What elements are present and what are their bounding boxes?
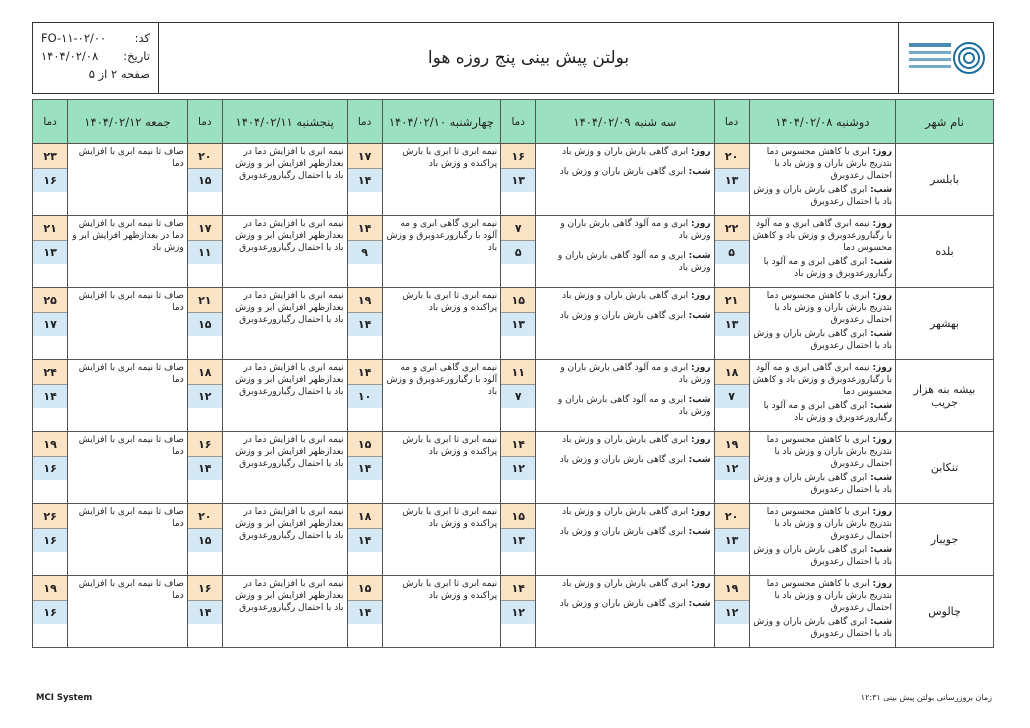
temp-cell (187, 432, 222, 504)
min-temp: ۱۲ (188, 384, 222, 408)
min-temp: ۱۴ (348, 312, 382, 336)
day-text: ابری گاهی بارش باران و وزش باد (562, 435, 689, 445)
day-text: ابری با کاهش محسوس دما بتدریج بارش باران و وزش باد با احتمال رعدوبرق (766, 435, 893, 469)
day-header-2: سه شنبه ۱۴۰۴/۰۲/۰۹ (536, 100, 714, 144)
max-temp: ۷ (501, 216, 535, 240)
min-temp: ۱۳ (33, 240, 67, 264)
temp-cell (187, 576, 222, 648)
day-forecast (753, 434, 892, 470)
min-temp: ۱۴ (348, 600, 382, 624)
day-label: روز: (872, 291, 893, 301)
day-forecast (539, 146, 710, 158)
day-text: ابری با کاهش محسوس دما بتدریج بارش باران و وزش باد با احتمال رعدوبرق (766, 291, 893, 325)
day-forecast (753, 578, 892, 614)
max-temp: ۱۸ (348, 504, 382, 528)
footer-update-time: زمان بروزرسانی بولتن پیش بینی ۱۲:۳۱ (860, 693, 992, 702)
forecast-day-3: نیمه ابری تا ابری با بارش پراکنده و وزش باد (382, 288, 501, 360)
night-forecast (753, 328, 892, 352)
min-temp: ۱۰ (348, 384, 382, 408)
day-header-4: پنجشنبه ۱۴۰۴/۰۲/۱۱ (222, 100, 347, 144)
code-row (41, 29, 150, 47)
night-label: شب: (870, 545, 893, 555)
day-label: روز: (872, 363, 893, 373)
temp-cell (347, 360, 382, 432)
night-text: ابری و مه آلود گاهی بارش باران و وزش باد (557, 251, 711, 273)
temp-cell (187, 288, 222, 360)
day-forecast (539, 362, 710, 386)
night-forecast (753, 544, 892, 568)
max-temp: ۲۰ (715, 144, 749, 168)
min-temp: ۱۵ (188, 312, 222, 336)
min-temp: ۱۳ (501, 312, 535, 336)
forecast-day-2 (536, 360, 714, 432)
min-temp: ۱۴ (348, 456, 382, 480)
forecast-day-5: صاف تا نیمه ابری با افزایش دما (68, 432, 188, 504)
temp-cell (714, 504, 749, 576)
temp-cell (33, 360, 68, 432)
min-temp: ۱۴ (348, 168, 382, 192)
day-text: ابری و مه آلود گاهی بارش باران و وزش باد (560, 219, 711, 241)
max-temp: ۲۰ (715, 504, 749, 528)
city-name: بیشه بنه هزار جریب (896, 360, 994, 432)
forecast-day-5: صاف تا نیمه ابری با افزایش دما (68, 288, 188, 360)
document-info (33, 23, 158, 93)
night-forecast (539, 394, 710, 418)
forecast-day-2 (536, 576, 714, 648)
bulletin-header (32, 22, 994, 94)
forecast-day-5: صاف تا نیمه ابری با افزایش دما در بعدازظهر افزایش ابر و وزش باد (68, 216, 188, 288)
max-temp: ۱۵ (501, 288, 535, 312)
temp-cell (33, 576, 68, 648)
day-text: نیمه ابری گاهی ابری و مه آلود با رگبارورعدوبرق و وزش باد و کاهش محسوس دما (752, 363, 893, 397)
temp-cell (714, 288, 749, 360)
min-temp: ۱۵ (188, 528, 222, 552)
forecast-day-5: صاف تا نیمه ابری با افزایش دما (68, 576, 188, 648)
temp-cell (714, 576, 749, 648)
forecast-day-5: صاف تا نیمه ابری با افزایش دما (68, 144, 188, 216)
night-label: شب: (688, 167, 711, 177)
day-forecast (539, 290, 710, 302)
max-temp: ۱۴ (501, 576, 535, 600)
day-label: روز: (691, 291, 711, 301)
min-temp: ۷ (501, 384, 535, 408)
min-temp: ۱۲ (715, 456, 749, 480)
temp-cell (501, 576, 536, 648)
temp-cell (33, 288, 68, 360)
forecast-day-4: نیمه ابری با افزایش دما در بعدازظهر افزایش ابر و وزش باد با احتمال رگبارورعدوبرق (222, 144, 347, 216)
day-forecast (753, 506, 892, 542)
temp-cell (187, 360, 222, 432)
night-text: ابری گاهی بارش باران و وزش باد با احتمال رعدوبرق (753, 185, 893, 207)
max-temp: ۱۸ (715, 360, 749, 384)
temp-header-5: دما (33, 100, 68, 144)
night-forecast (539, 250, 710, 274)
logo (898, 23, 993, 93)
temp-cell (501, 432, 536, 504)
forecast-day-1 (749, 360, 895, 432)
min-temp: ۱۳ (501, 528, 535, 552)
min-temp: ۵ (501, 240, 535, 264)
forecast-day-1 (749, 144, 895, 216)
day-label: روز: (691, 219, 711, 229)
page-title: بولتن پیش بینی پنج روزه هوا (158, 23, 898, 93)
date-label: تاریخ: (123, 49, 150, 63)
temp-cell (714, 144, 749, 216)
day-text: ابری با کاهش محسوس دما بتدریج بارش باران و وزش باد با احتمال رعدوبرق (766, 579, 893, 613)
max-temp: ۱۶ (501, 144, 535, 168)
temp-cell (347, 576, 382, 648)
max-temp: ۲۵ (33, 288, 67, 312)
min-temp: ۱۴ (348, 528, 382, 552)
night-label: شب: (870, 185, 893, 195)
day-text: ابری گاهی بارش باران و وزش باد (562, 579, 689, 589)
temp-cell (714, 216, 749, 288)
temp-header-1: دما (714, 100, 749, 144)
max-temp: ۱۷ (348, 144, 382, 168)
day-header-3: چهارشنبه ۱۴۰۴/۰۲/۱۰ (382, 100, 501, 144)
max-temp: ۱۶ (188, 576, 222, 600)
forecast-day-5: صاف تا نیمه ابری با افزایش دما (68, 504, 188, 576)
min-temp: ۱۵ (188, 168, 222, 192)
min-temp: ۱۱ (188, 240, 222, 264)
forecast-day-3: نیمه ابری تا ابری با بارش پراکنده و وزش باد (382, 432, 501, 504)
day-forecast (539, 434, 710, 446)
night-text: ابری گاهی بارش باران و وزش باد (559, 455, 686, 465)
temp-header-3: دما (347, 100, 382, 144)
min-temp: ۱۲ (501, 456, 535, 480)
max-temp: ۲۳ (33, 144, 67, 168)
night-text: ابری گاهی بارش باران و وزش باد (559, 167, 686, 177)
night-label: شب: (870, 473, 893, 483)
temp-cell (187, 504, 222, 576)
page-number: صفحه ۲ از ۵ (88, 67, 150, 81)
max-temp: ۱۴ (348, 360, 382, 384)
min-temp: ۱۳ (501, 168, 535, 192)
night-forecast (753, 400, 892, 424)
night-label: شب: (870, 329, 893, 339)
min-temp: ۱۳ (715, 168, 749, 192)
forecast-day-5: صاف تا نیمه ابری با افزایش دما (68, 360, 188, 432)
forecast-day-4: نیمه ابری با افزایش دما در بعدازظهر افزایش ابر و وزش باد با احتمال رگبارورعدوبرق (222, 432, 347, 504)
table-header-row (33, 100, 994, 144)
night-text: ابری گاهی بارش باران و وزش باد با احتمال رعدوبرق (753, 545, 893, 567)
night-text: ابری و مه آلود گاهی بارش باران و وزش باد (557, 395, 711, 417)
forecast-day-4: نیمه ابری با افزایش دما در بعدازظهر افزایش ابر و وزش باد با احتمال رگبارورعدوبرق (222, 216, 347, 288)
forecast-day-2 (536, 288, 714, 360)
table-row (33, 432, 994, 504)
temp-cell (501, 288, 536, 360)
table-row (33, 504, 994, 576)
meteorological-organization-logo-icon (905, 35, 987, 81)
forecast-day-2 (536, 504, 714, 576)
night-label: شب: (688, 455, 711, 465)
forecast-day-3: نیمه ابری تا ابری با بارش پراکنده و وزش باد (382, 144, 501, 216)
code-value: FO-۱۱-۰۲/۰۰ (41, 31, 107, 45)
day-label: روز: (691, 507, 711, 517)
min-temp: ۱۴ (188, 600, 222, 624)
temp-cell (33, 144, 68, 216)
max-temp: ۱۸ (188, 360, 222, 384)
night-forecast (753, 472, 892, 496)
day-forecast (539, 218, 710, 242)
night-text: ابری گاهی بارش باران و وزش باد (559, 599, 686, 609)
table-row (33, 576, 994, 648)
night-forecast (753, 184, 892, 208)
min-temp: ۱۲ (501, 600, 535, 624)
forecast-day-1 (749, 504, 895, 576)
day-label: روز: (691, 579, 711, 589)
temp-cell (347, 288, 382, 360)
night-label: شب: (688, 311, 711, 321)
city-name: جویبار (896, 504, 994, 576)
night-text: ابری گاهی ابری و مه آلود با رگبارورعدوبرق و وزش باد (763, 401, 893, 423)
day-text: نیمه ابری گاهی ابری و مه آلود با رگبارورعدوبرق و وزش باد و کاهش محسوس دما (752, 219, 893, 253)
day-label: روز: (872, 579, 893, 589)
min-temp: ۵ (715, 240, 749, 264)
temp-cell (501, 360, 536, 432)
night-forecast (539, 310, 710, 322)
night-text: ابری گاهی بارش باران و وزش باد با احتمال رعدوبرق (753, 617, 893, 639)
night-text: ابری گاهی بارش باران و وزش باد با احتمال رعدوبرق (753, 329, 893, 351)
max-temp: ۲۲ (715, 216, 749, 240)
min-temp: ۱۶ (33, 456, 67, 480)
city-name: بهشهر (896, 288, 994, 360)
day-forecast (539, 506, 710, 518)
max-temp: ۱۴ (348, 216, 382, 240)
table-row (33, 216, 994, 288)
day-label: روز: (691, 435, 711, 445)
date-value: ۱۴۰۴/۰۲/۰۸ (41, 49, 99, 63)
city-name: بابلسر (896, 144, 994, 216)
day-text: ابری با کاهش محسوس دما بتدریج بارش باران و وزش باد با احتمال رعدوبرق (766, 507, 893, 541)
min-temp: ۱۴ (33, 384, 67, 408)
forecast-day-3: نیمه ابری گاهی ابری و مه آلود با رگبارورعدوبرق و وزش باد (382, 360, 501, 432)
forecast-day-1 (749, 288, 895, 360)
max-temp: ۲۰ (188, 504, 222, 528)
night-label: شب: (688, 251, 711, 261)
max-temp: ۱۱ (501, 360, 535, 384)
forecast-day-4: نیمه ابری با افزایش دما در بعدازظهر افزایش ابر و وزش باد با احتمال رگبارورعدوبرق (222, 576, 347, 648)
night-text: ابری گاهی ابری و مه آلود با رگبارورعدوبرق و وزش باد (763, 257, 893, 279)
min-temp: ۱۶ (33, 528, 67, 552)
day-label: روز: (872, 219, 893, 229)
temp-cell (347, 216, 382, 288)
temp-cell (347, 144, 382, 216)
day-forecast (753, 146, 892, 182)
forecast-table (32, 99, 994, 648)
night-forecast (539, 166, 710, 178)
max-temp: ۲۱ (188, 288, 222, 312)
min-temp: ۹ (348, 240, 382, 264)
forecast-day-2 (536, 216, 714, 288)
city-header: نام شهر (896, 100, 994, 144)
max-temp: ۱۵ (348, 432, 382, 456)
temp-header-2: دما (501, 100, 536, 144)
temp-cell (714, 360, 749, 432)
max-temp: ۲۱ (33, 216, 67, 240)
table-row (33, 288, 994, 360)
max-temp: ۱۶ (188, 432, 222, 456)
night-text: ابری گاهی بارش باران و وزش باد با احتمال رعدوبرق (753, 473, 893, 495)
forecast-day-2 (536, 432, 714, 504)
day-forecast (539, 578, 710, 590)
day-label: روز: (691, 147, 711, 157)
max-temp: ۱۹ (33, 432, 67, 456)
date-row (41, 47, 150, 65)
max-temp: ۱۹ (33, 576, 67, 600)
temp-cell (501, 216, 536, 288)
footer-system-name: MCI System (36, 693, 93, 703)
city-name: تنکابن (896, 432, 994, 504)
code-label: کد: (134, 31, 150, 45)
forecast-day-2 (536, 144, 714, 216)
day-label: روز: (872, 435, 893, 445)
night-forecast (753, 616, 892, 640)
temp-cell (33, 432, 68, 504)
day-forecast (753, 362, 892, 398)
night-forecast (539, 526, 710, 538)
day-label: روز: (872, 507, 893, 517)
forecast-day-3: نیمه ابری تا ابری با بارش پراکنده و وزش باد (382, 504, 501, 576)
day-label: روز: (691, 363, 711, 373)
temp-cell (347, 504, 382, 576)
forecast-day-1 (749, 576, 895, 648)
min-temp: ۱۴ (188, 456, 222, 480)
day-forecast (753, 290, 892, 326)
min-temp: ۱۳ (715, 312, 749, 336)
night-label: شب: (688, 395, 711, 405)
city-name: چالوس (896, 576, 994, 648)
night-text: ابری گاهی بارش باران و وزش باد (559, 311, 686, 321)
day-header-1: دوشنبه ۱۴۰۴/۰۲/۰۸ (749, 100, 895, 144)
night-label: شب: (870, 401, 893, 411)
max-temp: ۲۱ (715, 288, 749, 312)
temp-cell (714, 432, 749, 504)
day-text: ابری گاهی بارش باران و وزش باد (562, 291, 689, 301)
temp-cell (347, 432, 382, 504)
min-temp: ۱۳ (715, 528, 749, 552)
night-label: شب: (870, 257, 893, 267)
max-temp: ۱۹ (715, 576, 749, 600)
page-row (41, 65, 150, 83)
temp-cell (187, 216, 222, 288)
forecast-day-4: نیمه ابری با افزایش دما در بعدازظهر افزایش ابر و وزش باد با احتمال رگبارورعدوبرق (222, 360, 347, 432)
night-forecast (753, 256, 892, 280)
temp-cell (501, 504, 536, 576)
day-text: ابری و مه آلود گاهی بارش باران و وزش باد (560, 363, 711, 385)
temp-header-4: دما (187, 100, 222, 144)
max-temp: ۱۷ (188, 216, 222, 240)
day-text: ابری گاهی بارش باران و وزش باد (562, 147, 689, 157)
max-temp: ۱۴ (501, 432, 535, 456)
night-label: شب: (688, 527, 711, 537)
min-temp: ۷ (715, 384, 749, 408)
temp-cell (501, 144, 536, 216)
max-temp: ۲۴ (33, 360, 67, 384)
day-header-5: جمعه ۱۴۰۴/۰۲/۱۲ (68, 100, 188, 144)
temp-cell (187, 144, 222, 216)
night-forecast (539, 598, 710, 610)
day-label: روز: (872, 147, 893, 157)
forecast-day-1 (749, 216, 895, 288)
city-name: بلده (896, 216, 994, 288)
forecast-day-3: نیمه ابری گاهی ابری و مه آلود با رگبارورعدوبرق و وزش باد (382, 216, 501, 288)
night-label: شب: (870, 617, 893, 627)
table-row (33, 360, 994, 432)
max-temp: ۱۹ (715, 432, 749, 456)
min-temp: ۱۶ (33, 168, 67, 192)
max-temp: ۲۰ (188, 144, 222, 168)
night-forecast (539, 454, 710, 466)
day-forecast (753, 218, 892, 254)
day-text: ابری با کاهش محسوس دما بتدریج بارش باران و وزش باد با احتمال رعدوبرق (766, 147, 893, 181)
forecast-day-3: نیمه ابری تا ابری با بارش پراکنده و وزش باد (382, 576, 501, 648)
max-temp: ۱۵ (348, 576, 382, 600)
max-temp: ۲۶ (33, 504, 67, 528)
night-text: ابری گاهی بارش باران و وزش باد (559, 527, 686, 537)
night-label: شب: (688, 599, 711, 609)
forecast-day-4: نیمه ابری با افزایش دما در بعدازظهر افزایش ابر و وزش باد با احتمال رگبارورعدوبرق (222, 504, 347, 576)
max-temp: ۱۵ (501, 504, 535, 528)
forecast-day-4: نیمه ابری با افزایش دما در بعدازظهر افزایش ابر و وزش باد با احتمال رگبارورعدوبرق (222, 288, 347, 360)
min-temp: ۱۷ (33, 312, 67, 336)
min-temp: ۱۲ (715, 600, 749, 624)
table-row (33, 144, 994, 216)
temp-cell (33, 216, 68, 288)
temp-cell (33, 504, 68, 576)
min-temp: ۱۶ (33, 600, 67, 624)
forecast-day-1 (749, 432, 895, 504)
max-temp: ۱۹ (348, 288, 382, 312)
day-text: ابری گاهی بارش باران و وزش باد (562, 507, 689, 517)
